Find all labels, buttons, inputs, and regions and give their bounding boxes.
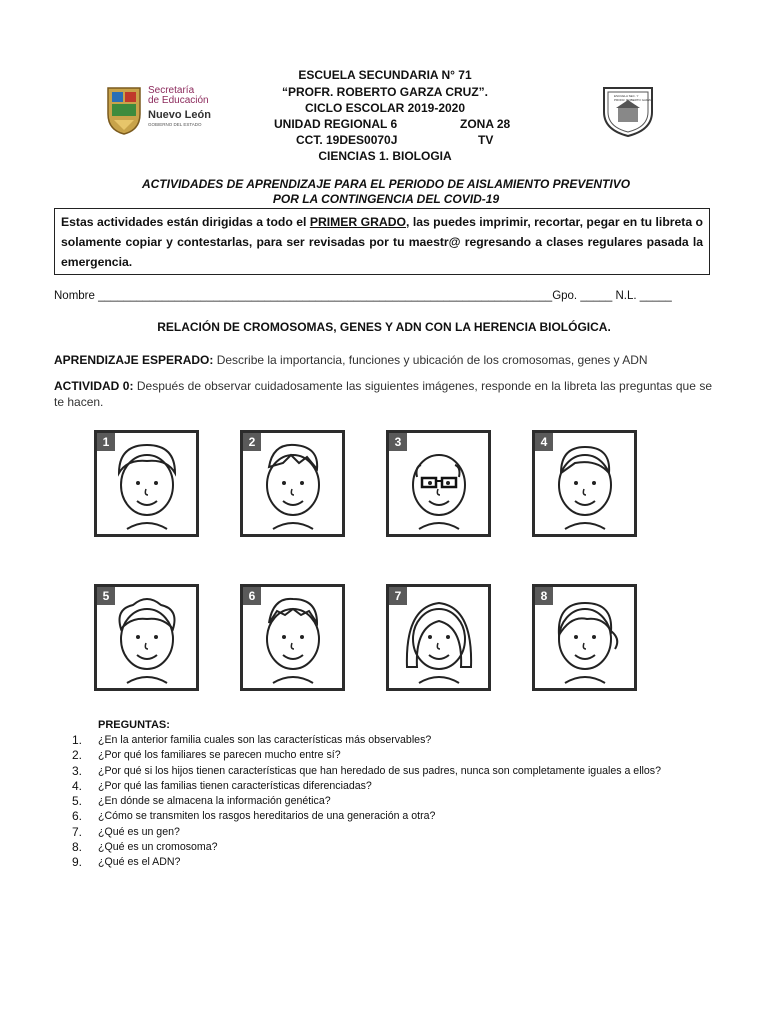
face-image bbox=[240, 430, 345, 537]
question-item bbox=[72, 733, 722, 748]
question-text: ¿Qué es un gen? bbox=[98, 825, 180, 838]
face-image bbox=[240, 584, 345, 691]
questions-list bbox=[72, 733, 722, 871]
expected-learning-label: APRENDIZAJE ESPERADO: bbox=[54, 353, 214, 367]
face-number-badge: 2 bbox=[243, 433, 261, 451]
question-item bbox=[72, 794, 722, 809]
school-cycle: CICLO ESCOLAR 2019-2020 bbox=[304, 101, 466, 115]
question-number: 2. bbox=[72, 748, 83, 763]
question-number: 9. bbox=[72, 855, 83, 870]
question-text: ¿Qué es un cromosoma? bbox=[98, 841, 218, 854]
tv-label: TV bbox=[478, 133, 494, 147]
question-item bbox=[72, 764, 722, 779]
face-number-badge: 4 bbox=[535, 433, 553, 451]
student-name-field[interactable]: Nombre _______________________________________________________________________Gpo. _____ N.L. _____ bbox=[54, 290, 672, 302]
activity-title-line2: POR LA CONTINGENCIA DEL COVID-19 bbox=[272, 192, 500, 206]
question-item bbox=[72, 748, 722, 763]
question-number: 7. bbox=[72, 824, 83, 839]
logo-text-educacion: de Educación bbox=[148, 95, 209, 106]
instructions-highlight: PRIMER GRADO bbox=[309, 215, 407, 229]
question-text: ¿Por qué si los hijos tienen características que han heredado de sus padres, nunca son completamente iguales a ellos? bbox=[98, 764, 661, 777]
face-drawing-icon bbox=[535, 587, 634, 688]
face-drawing-icon bbox=[389, 433, 488, 534]
instructions-text-end: , las puedes imprimir, recortar, pegar en tu libreta o solamente copiar y contestarlas, para ser revisadas por tu maestr@ regresando a clases regulares pasada la emergencia. bbox=[61, 215, 703, 269]
cct-code: CCT. 19DES0070J bbox=[296, 133, 398, 147]
face-image bbox=[532, 584, 637, 691]
activity-text: Después de observar cuidadosamente las siguientes imágenes, responde en la libreta las preguntas que se te hacen. bbox=[54, 379, 712, 409]
logo-text-nuevo-leon: Nuevo León bbox=[148, 109, 211, 121]
instructions-box bbox=[54, 208, 710, 275]
face-drawing-icon bbox=[97, 587, 196, 688]
face-image bbox=[386, 584, 491, 691]
question-item bbox=[72, 779, 722, 794]
activity-title-line1: ACTIVIDADES DE APRENDIZAJE PARA EL PERIODO DE AISLAMIENTO PREVENTIVO bbox=[141, 177, 631, 191]
face-number-badge: 5 bbox=[97, 587, 115, 605]
crest-text-1: ESCUELA SEC. Y bbox=[614, 94, 639, 98]
activity-instructions bbox=[54, 378, 712, 410]
logo-text-gobierno: GOBIERNO DEL ESTADO bbox=[148, 122, 202, 127]
face-image bbox=[532, 430, 637, 537]
section-title: RELACIÓN DE CROMOSOMAS, GENES Y ADN CON LA HERENCIA BIOLÓGICA. bbox=[157, 320, 611, 334]
expected-learning bbox=[54, 352, 712, 368]
face-drawing-icon bbox=[243, 433, 342, 534]
question-text: ¿Qué es el ADN? bbox=[98, 856, 181, 869]
instructions-text-start: Estas actividades están dirigidas a todo el bbox=[61, 215, 310, 229]
face-number-badge: 1 bbox=[97, 433, 115, 451]
face-drawing-icon bbox=[97, 433, 196, 534]
face-image bbox=[386, 430, 491, 537]
regional-unit: UNIDAD REGIONAL 6 bbox=[274, 117, 398, 131]
question-number: 6. bbox=[72, 809, 83, 824]
question-text: ¿Cómo se transmiten los rasgos hereditarios de una generación a otra? bbox=[98, 810, 436, 823]
state-coat-of-arms-icon bbox=[104, 84, 144, 136]
secretaria-educacion-logo bbox=[104, 84, 224, 136]
question-number: 5. bbox=[72, 794, 83, 809]
school-crest-logo bbox=[600, 82, 656, 138]
face-image bbox=[94, 584, 199, 691]
question-text: ¿Por qué los familiares se parecen mucho entre sí? bbox=[98, 749, 341, 762]
face-number-badge: 8 bbox=[535, 587, 553, 605]
question-text: ¿Por qué las familias tienen características diferenciadas? bbox=[98, 779, 372, 792]
face-image bbox=[94, 430, 199, 537]
school-shield-icon bbox=[600, 82, 656, 138]
face-drawing-icon bbox=[243, 587, 342, 688]
activity-label: ACTIVIDAD 0: bbox=[54, 379, 134, 393]
face-number-badge: 3 bbox=[389, 433, 407, 451]
question-text: ¿En la anterior familia cuales son las características más observables? bbox=[98, 734, 432, 746]
question-number: 3. bbox=[72, 763, 83, 778]
face-drawing-icon bbox=[389, 587, 488, 688]
face-drawing-icon bbox=[535, 433, 634, 534]
face-number-badge: 6 bbox=[243, 587, 261, 605]
zone: ZONA 28 bbox=[460, 117, 511, 131]
question-item bbox=[72, 840, 722, 855]
logo-text-secretaria: Secretaría bbox=[148, 85, 195, 96]
expected-learning-text: Describe la importancia, funciones y ubicación de los cromosomas, genes y ADN bbox=[213, 353, 648, 367]
question-item bbox=[72, 809, 722, 824]
question-number: 4. bbox=[72, 778, 83, 793]
school-teacher-name: “PROFR. ROBERTO GARZA CRUZ”. bbox=[282, 85, 488, 99]
question-text: ¿En dónde se almacena la información genética? bbox=[98, 795, 331, 808]
question-item bbox=[72, 855, 722, 870]
face-number-badge: 7 bbox=[389, 587, 407, 605]
question-number: 8. bbox=[72, 840, 83, 855]
question-item bbox=[72, 825, 722, 840]
crest-text-2: PROFR. ROBERTO GARZA bbox=[614, 98, 653, 102]
questions-title: PREGUNTAS: bbox=[98, 719, 170, 731]
subject-title: CIENCIAS 1. BIOLOGIA bbox=[318, 149, 452, 163]
question-number: 1. bbox=[72, 733, 83, 747]
school-name: ESCUELA SECUNDARIA N° 71 bbox=[298, 68, 472, 82]
